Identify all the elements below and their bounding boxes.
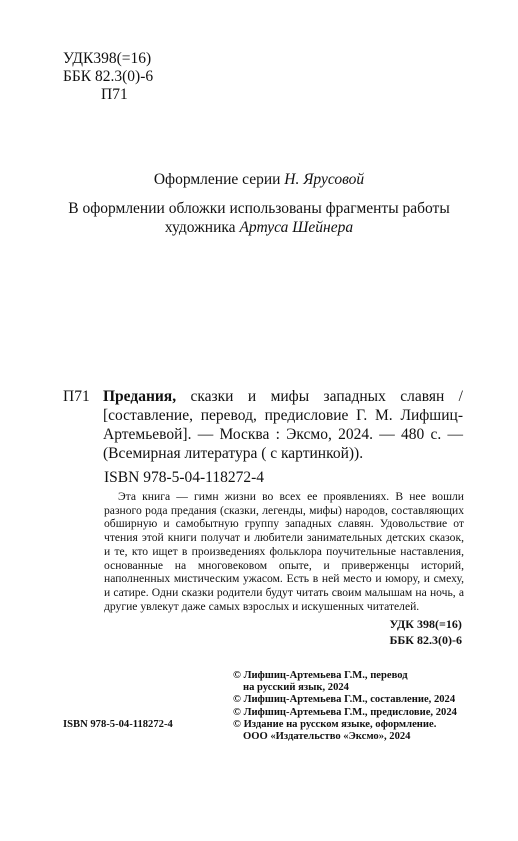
cover-credit-line2 — [0, 218, 518, 237]
entry-author-mark: П71 — [63, 388, 90, 405]
isbn-small: ISBN 978-5-04-118272-4 — [63, 719, 173, 730]
cover-artist-name: Артуса Шейнера — [239, 219, 354, 236]
copyright-line: © Лифшиц-Артемьева Г.М., составление, 2024 — [233, 694, 456, 706]
cover-credit-line1: В оформлении обложки использованы фрагменты работы — [68, 200, 450, 217]
udk-code: УДК398(=16) — [63, 50, 152, 67]
series-design-credit — [0, 170, 518, 189]
bibliographic-entry — [63, 387, 463, 463]
isbn-main: ISBN 978-5-04-118272-4 — [104, 469, 265, 486]
copyright-block — [233, 670, 457, 743]
copyright-line: ООО «Издательство «Эксмо», 2024 — [243, 731, 411, 743]
entry-text — [103, 387, 463, 463]
copyright-line: на русский язык, 2024 — [243, 682, 349, 694]
cover-credit-prefix: художника — [164, 219, 240, 236]
entry-description: сказки и мифы западных славян / [составление, перевод, предисловие Г. М. Лифшиц-Артемьевой]. — Москва : Эксмо, 2024. — 480 с. — (Всемирная литература ( с картинкой)). — [103, 388, 463, 462]
cover-credit — [0, 199, 518, 237]
entry-title: Предания, — [103, 388, 177, 405]
series-prefix: Оформление серии — [153, 171, 285, 188]
annotation: Эта книга — гимн жизни во всех ее проявлениях. В нее вошли разного рода предания (сказки, легенды, мифы) народов, составляющих обширную и самобытную группу западных славян. Удовольствие от чтения этой книги получат и любители занимательных детских сказок, и те, кто ищет в произведениях фольклора поучительные наставления, основанные на многовековом опыте, и приверженцы историй, наполненных мистическим ужасом. Есть в ней место и юмору, и смеху, и сатире. Одни сказки родители будут читать своим малышам на ночь, а другие увлекут даже самых взрослых и искушенных читателей. — [104, 490, 464, 613]
classification-codes — [63, 50, 153, 104]
copyright-line: © Издание на русском языке, оформление. — [233, 718, 437, 730]
udk-bottom: УДК 398(=16) — [389, 617, 462, 631]
series-designer-name: Н. Ярусовой — [284, 171, 365, 188]
bbk-code: ББК 82.3(0)-6 — [63, 68, 154, 85]
copyright-line: © Лифшиц-Артемьева Г.М., предисловие, 2024 — [233, 706, 457, 718]
copyright-line: © Лифшиц-Артемьева Г.М., перевод — [233, 670, 408, 681]
bbk-bottom: ББК 82.3(0)-6 — [389, 633, 462, 647]
classification-bottom — [389, 616, 462, 648]
author-mark: П71 — [101, 86, 128, 103]
